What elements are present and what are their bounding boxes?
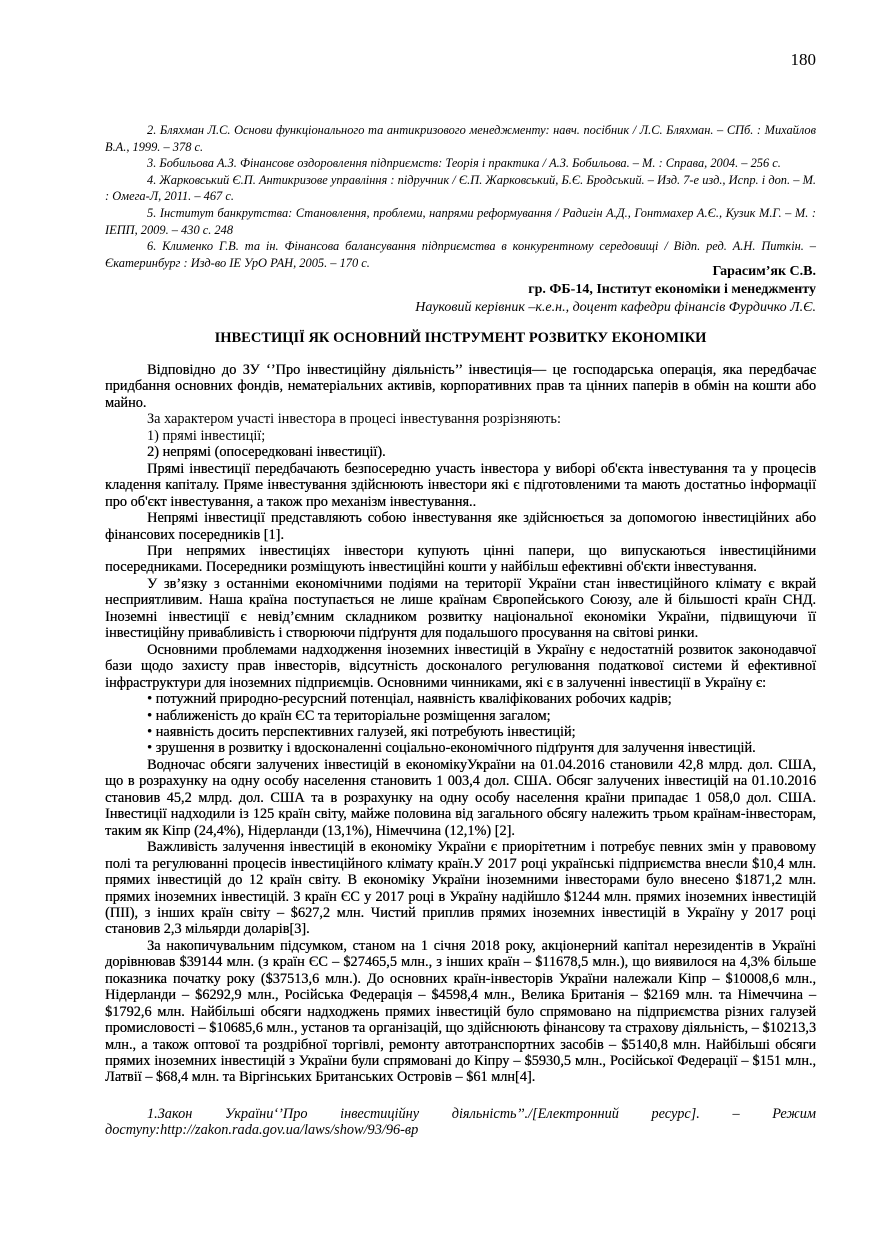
bullet-item: • наближеність до країн ЄС та територіальне розміщення загалом; bbox=[147, 707, 551, 724]
list-item: 1) прямі інвестиції; bbox=[147, 427, 266, 444]
paragraph: Прямі інвестиції передбачають безпосередню участь інвестора у виборі об'єкта інвестування та у процесів кладення капіталу. Пряме інвестування здійснюють інвестори які є підготовленими та мають достатньо інформації про об'єкт інвестування, а також про механізм інвестування.. bbox=[105, 460, 816, 510]
paragraph: За характером участі інвестора в процесі інвестування розрізняють: bbox=[147, 411, 561, 428]
author-block bbox=[105, 263, 816, 317]
bullet-item: • зрушення в розвитку і вдосконаленні соціально-економічного підґрунтя для залучення інвестицій. bbox=[147, 740, 756, 757]
bullet-item: • потужний природно-ресурсний потенціал, наявність кваліфікованих робочих кадрів; bbox=[147, 691, 672, 708]
bullet-item: • наявність досить перспективних галузей, які потребують інвестицій; bbox=[147, 723, 576, 740]
supervisor: Науковий керівник –к.е.н., доцент кафедри фінансів Фурдичко Л.Є. bbox=[415, 300, 816, 315]
paragraph: У зв’язку з останніми економічними подіями на території України стан інвестиційного клімату є вкрай несприятливим. Наша країна поступається не лише країнам Європейського Союзу, але й більшості країн СНД. Іноземні інвестиції є невід’ємним складником розвитку національної економіки України, підвищуючи її інвестиційну привабливість і створюючи підґрунтя для подальшого просування на світові ринки. bbox=[105, 575, 816, 642]
paragraph: Відповідно до ЗУ ‘’Про інвестиційну діяльність’’ інвестиція— це господарська операція, яка передбачає придбання основних фондів, нематеріальних активів, корпоративних прав та цінних паперів в обмін на кошти або майно. bbox=[105, 362, 816, 411]
previous-references bbox=[105, 122, 816, 271]
paragraph: Основними проблемами надходження іноземних інвестицій в Україну є недостатній розвиток законодавчої бази щодо захисту прав інвесторів, відсутність досконалого регулювання податкової системи й ефективної інфраструктури для іноземних підприємців. Основними чинниками, які є в залученні інвестиції в Україну є: bbox=[105, 641, 816, 691]
article-title: ІНВЕСТИЦІЇ ЯК ОСНОВНИЙ ІНСТРУМЕНТ РОЗВИТКУ ЕКОНОМІКИ bbox=[214, 330, 707, 346]
paragraph: При непрямих інвестиціях інвестори купують цінні папери, що випускаються інвестиційними посередниками. Посередники розміщують інвестиційні кошти у найбільш ефективні об'єкти інвестування. bbox=[105, 542, 816, 576]
reference-item: 2. Бляхман Л.С. Основи функціонального та антикризового менеджменту: навч. посібник / Л.С. Бляхман. – СПб. : Михайлов В.А., 1999. – 378 с. bbox=[105, 123, 816, 154]
paragraph: Водночас обсяги залучених інвестицій в економікуУкраїни на 01.04.2016 становили 42,8 млрд. дол. США, що в розрахунку на одну особу населення становить 1 003,4 дол. США. Обсяг залучених інвестицій на 01.10.2016 становив 45,2 млрд. дол. США та в розрахунку на одну особу населення країни припадає 1 058,0 дол. США. Інвестиції надходили із 125 країн світу, майже половина від загального обсягу належить трьом країнам-інвесторам, таким як Кіпр (24,4%), Нідерланди (13,1%), Німеччина (12,1%) [2]. bbox=[105, 756, 816, 839]
source-reference: 1.Закон України‘’Про інвестиційну діяльність’’./[Електронний ресурс]. – Режим доступу:http://zakon.rada.gov.ua/laws/show/93/96-вр bbox=[105, 1105, 816, 1139]
author-group: гр. ФБ-14, Інститут економіки і менеджменту bbox=[528, 282, 816, 297]
paragraph: За накопичувальним підсумком, станом на 1 січня 2018 року, акціонерний капітал нерезидентів в Україні дорівнював $39144 млн. (з країн ЄС – $27465,5 млн., з інших країн – $11678,5 млн.), що виявилося на 4,3% більше показника початку року ($37513,6 млн.). До основних країн-інвесторів України належали Кіпр – $10008,6 млн., Нідерланди – $6292,9 млн., Російська Федерація – $4598,4 млн., Велика Британія – $2169 млн. та Німеччина – $1792,6 млн. Найбільші обсяги надходжень прямих інвестицій було спрямовано на підприємства різних галузей промисловості – $10685,6 млн., установ та організацій, що здійснюють фінансову та страхову діяльність, – $10213,3 млн., а також оптової та роздрібної торгівлі, ремонту автотранспортних засобів – $5140,8 млн. Найбільші обсяги прямих іноземних інвестицій з України були спрямовані до Кіпру – $5930,5 млн., Російської Федерації – $151 млн., Латвії – $68,4 млн. та Віргінських Британських Островів – $61 млн[4]. bbox=[105, 937, 816, 1086]
author-name: Гарасим’як С.В. bbox=[712, 264, 816, 279]
paragraph: Непрямі інвестиції представляють собою інвестування яке здійснюється за допомогою інвестиційних або фінансових посередників [1]. bbox=[105, 510, 816, 543]
page-number: 180 bbox=[790, 50, 816, 69]
list-item: 2) непрямі (опосередковані інвестиції). bbox=[147, 444, 386, 461]
reference-item: 3. Бобильова А.З. Фінансове оздоровлення підприємств: Теорія і практика / А.З. Бобильова. – М. : Справа, 2004. – 256 с. bbox=[147, 156, 781, 171]
paragraph: Важливість залучення інвестицій в економіку України є приорітетним і потребує певних змін у правовому полі та регулюванні процесів інвестиційного клімату країн.У 2017 році українські підприємства внесли $10,4 млн. прямих інвестицій до 12 країн світу. В економіку України іноземними інвесторами було внесено $1871,2 млн. прямих іноземних інвестицій. З країн ЄС у 2017 році в Україну надійшло $1244 млн. прямих іноземних інвестицій (ПІІ), з інших країн світу – $627,2 млн. Чистий приплив прямих іноземних інвестицій в Україну у 2017 році становив 2,3 мільярди доларів[3]. bbox=[105, 839, 816, 938]
reference-item: 4. Жарковський Є.П. Антикризове управління : підручник / Є.П. Жарковський, Б.Є. Бродський. – Изд. 7-е изд., Испр. і доп. – М. : Омега-Л, 2011. – 467 с. bbox=[105, 172, 816, 204]
reference-item: 5. Інститут банкрутства: Становлення, проблеми, напрями реформування / Радигін А.Д., Гонтмахер А.Є., Кузик М.Г. – М. : ІЕПП, 2009. – 430 с. 248 bbox=[105, 205, 816, 237]
article-body bbox=[105, 362, 816, 1139]
reference-item: 6. Клименко Г.В. та ін. Фінансова балансування підприємства в конкурентному середовищі / Відп. ред. А.Н. Питкін. – Єкатеринбург : Изд-во ІЕ УрО РАН, 2005. – 170 с. bbox=[105, 239, 816, 270]
